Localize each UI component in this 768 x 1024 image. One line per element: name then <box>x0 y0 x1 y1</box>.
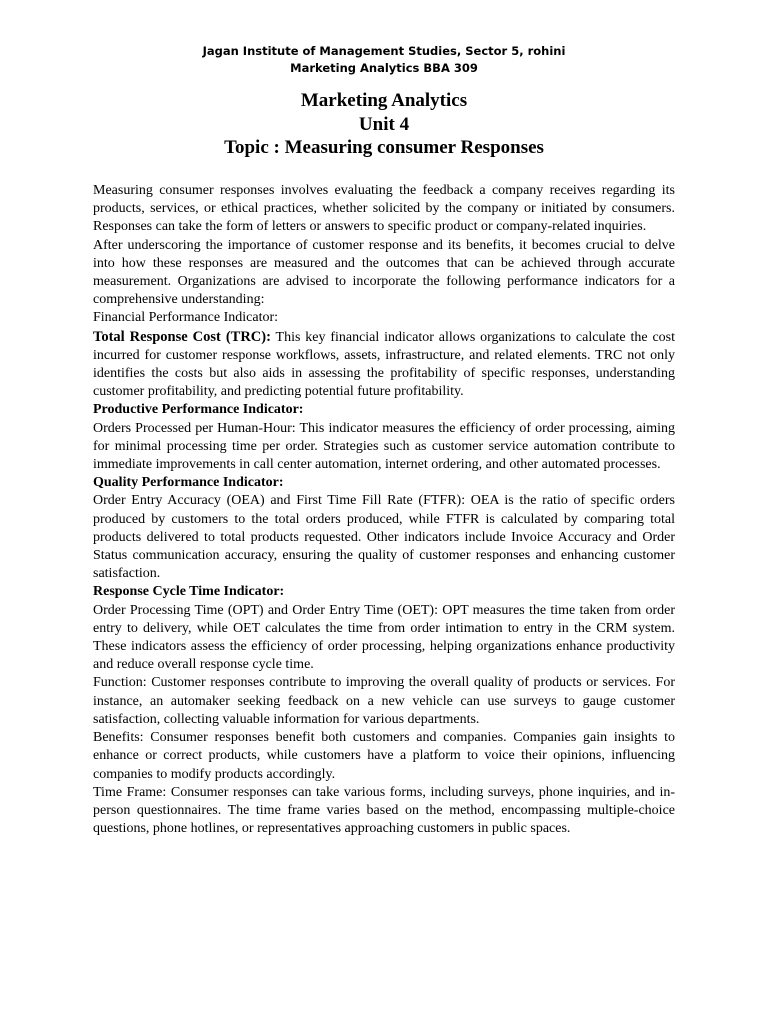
trc-heading: Total Response Cost (TRC): <box>93 328 271 345</box>
title-block <box>0 89 768 160</box>
institute-name: Jagan Institute of Management Studies, Sector 5, rohini <box>202 44 566 58</box>
productive-indicator-text: Orders Processed per Human-Hour: This indicator measures the efficiency of order processing, aiming for minimal processing time per order. Strategies such as customer service automation contribute to immediate improvements in call center automation, internet ordering, and other automated processes. <box>93 420 675 473</box>
cycle-indicator-text: Order Processing Time (OPT) and Order Entry Time (OET): OPT measures the time taken from order entry to delivery, while OET calculates the time from order intimation to entry in the CRM system. These indicators assess the efficiency of order processing, helping organizations enhance productivity and reduce overall response cycle time. <box>93 602 675 673</box>
function-paragraph: Function: Customer responses contribute to improving the overall quality of products or services. For instance, an automaker seeking feedback on a new vehicle can use surveys to gauge customer satisfaction, collecting valuable information for various departments. <box>93 675 675 727</box>
productive-indicator-heading: Productive Performance Indicator: <box>93 402 304 418</box>
timeframe-paragraph: Time Frame: Consumer responses can take various forms, including surveys, phone inquiries, and in-person questionnaires. The time frame varies based on the method, encompassing multiple-choice questions, phone hotlines, or representatives approaching customers in public spaces. <box>93 784 675 837</box>
intro-paragraph-1: Measuring consumer responses involves evaluating the feedback a company receives regarding its products, services, or ethical practices, whether solicited by the company or initiated by consumers. Responses can take the form of letters or answers to specific product or company-related inquiries. <box>93 183 675 235</box>
intro-paragraph-2: After underscoring the importance of customer response and its benefits, it becomes crucial to delve into how these responses are measured and the outcomes that can be achieved through accurate measurement. Organizations are advised to incorporate the following performance indicators for a comprehensive understanding: <box>93 237 675 308</box>
document-body <box>93 182 675 838</box>
unit-title: Unit 4 <box>358 113 410 135</box>
trc-paragraph <box>93 328 675 402</box>
quality-indicator-heading: Quality Performance Indicator: <box>93 475 284 491</box>
benefits-paragraph: Benefits: Consumer responses benefit both customers and companies. Companies gain insights to enhance or correct products, while customers have a platform to voice their opinions, influencing companies to modify products accordingly. <box>93 730 675 782</box>
financial-indicator-label: Financial Performance Indicator: <box>93 310 279 326</box>
document-header <box>0 43 768 77</box>
quality-indicator-text: Order Entry Accuracy (OEA) and First Time Fill Rate (FTFR): OEA is the ratio of specific orders produced by customers to the total orders produced, while FTFR is calculated by comparing total products delivered to total products requested. Other indicators include Invoice Accuracy and Order Status communication accuracy, ensuring the quality of customer responses and enhancing customer satisfaction. <box>93 493 675 582</box>
main-title: Marketing Analytics <box>300 90 468 111</box>
topic-title: Topic : Measuring consumer Responses <box>224 137 544 158</box>
course-name: Marketing Analytics BBA 309 <box>290 61 478 75</box>
cycle-indicator-heading: Response Cycle Time Indicator: <box>93 584 285 600</box>
trc-text: This key financial indicator allows organizations to calculate the cost incurred for customer response workflows, assets, infrastructure, and related elements. TRC not only identifies the costs but also aids in assessing the profitability of specific responses, understanding customer profitability, and predicting potential future profitability. <box>93 329 675 400</box>
